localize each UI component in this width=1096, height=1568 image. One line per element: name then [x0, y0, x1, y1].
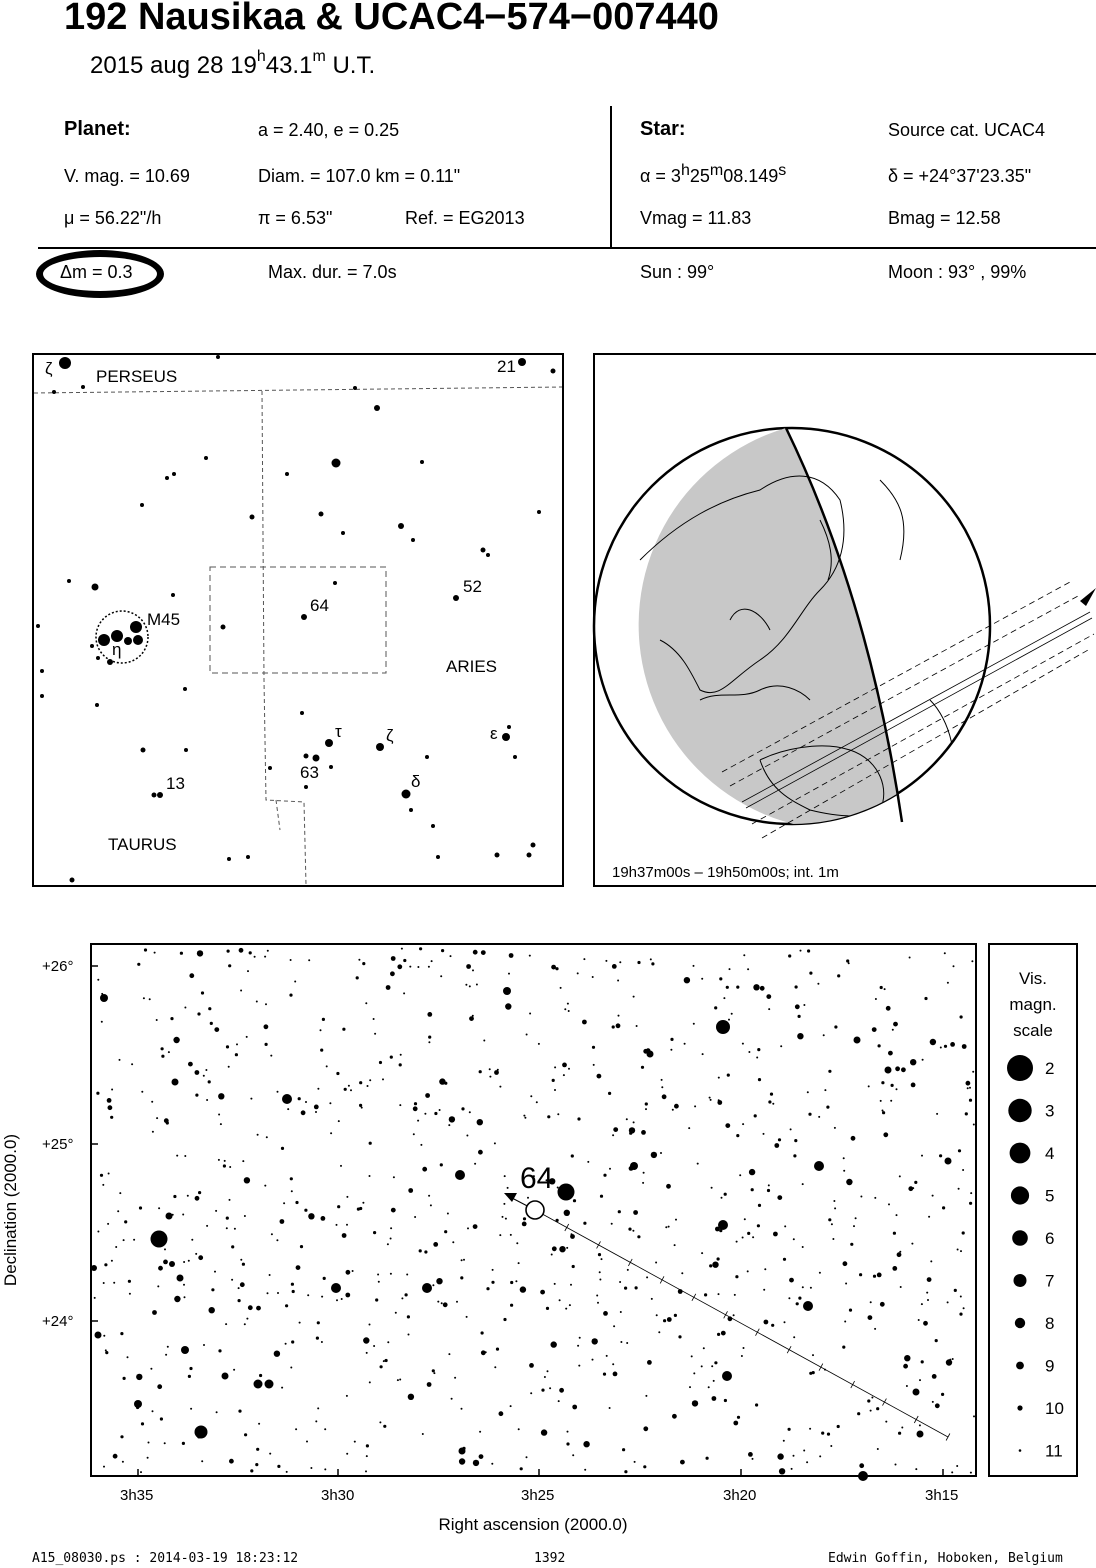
star-source-catalog: Source cat. UCAC4 — [888, 120, 1046, 140]
magnitude-scale-title: Vis. magn. scale — [1009, 969, 1057, 1040]
magnitude-scale-label: 10 — [1045, 1399, 1064, 1418]
finder-label-eta: η — [112, 640, 122, 659]
magnitude-scale-dot — [1014, 1274, 1027, 1287]
dec-tick-26: +26° — [42, 958, 74, 975]
ra-tick-3h20: 3h20 — [723, 1487, 757, 1504]
planet-motion: μ = 56.22"/h — [64, 208, 162, 228]
magnitude-scale-dot — [1019, 1449, 1022, 1452]
footer-number: 1392 — [534, 1551, 566, 1566]
planet-reference: Ref. = EG2013 — [405, 208, 525, 228]
magnitude-scale-label: 3 — [1045, 1101, 1055, 1121]
target-label: 64 — [520, 1162, 554, 1195]
finder-label-perseus: PERSEUS — [96, 367, 178, 386]
finder-label-tau: τ — [335, 722, 342, 741]
dec-tick-24: +24° — [42, 1313, 74, 1330]
finder-label-m45: M45 — [147, 610, 181, 629]
finder-label-52: 52 — [463, 577, 482, 596]
planet-orbit: a = 2.40, e = 0.25 — [258, 120, 400, 140]
footer-file: A15_08030.ps : 2014-03-19 18:23:12 — [32, 1551, 299, 1566]
finder-label-aries: ARIES — [446, 657, 498, 676]
magnitude-scale-dot — [1011, 1186, 1029, 1204]
planet-diameter: Diam. = 107.0 km = 0.11" — [258, 166, 461, 186]
finder-label-64: 64 — [310, 596, 329, 615]
finder-label-13: 13 — [166, 774, 185, 793]
magnitude-scale-dot — [1017, 1405, 1022, 1410]
magnitude-scale-dot — [1015, 1318, 1025, 1328]
ra-tick-3h35: 3h35 — [120, 1487, 154, 1504]
finder-label-63: 63 — [300, 763, 319, 782]
magnitude-scale-label: 5 — [1045, 1186, 1055, 1206]
finder-label-zeta-per: ζ — [45, 359, 53, 378]
star-vmag: Vmag = 11.83 — [640, 208, 752, 228]
ra-tick-3h15: 3h15 — [925, 1487, 959, 1504]
max-duration: Max. dur. = 7.0s — [268, 262, 397, 282]
magnitude-scale-dot — [1016, 1362, 1024, 1370]
magnitude-scale-label: 11 — [1045, 1441, 1063, 1461]
magnitude-scale-dot — [1012, 1230, 1028, 1246]
magnitude-scale-label: 9 — [1045, 1356, 1055, 1376]
planet-vmag: V. mag. = 10.69 — [64, 166, 190, 186]
finder-label-epsilon: ε — [490, 724, 498, 743]
moon-elongation: Moon : 93° , 99% — [888, 262, 1027, 282]
ra-axis-label: Right ascension (2000.0) — [438, 1515, 628, 1534]
magnitude-scale-label: 2 — [1045, 1059, 1055, 1078]
dec-axis-label: Declination (2000.0) — [1, 1133, 20, 1287]
planet-parallax: π = 6.53" — [258, 208, 333, 228]
finder-label-zeta-ari: ζ — [386, 726, 394, 745]
star-heading: Star: — [640, 118, 686, 140]
finder-label-delta: δ — [411, 772, 421, 791]
star-right-ascension: α = 3h25m08.149s — [640, 162, 787, 186]
dec-tick-25: +25° — [42, 1136, 74, 1153]
magnitude-scale-dot — [1007, 1055, 1033, 1081]
magnitude-scale-dot — [1008, 1099, 1031, 1122]
sun-elongation: Sun : 99° — [640, 262, 715, 282]
magnitude-scale-dot — [1010, 1143, 1031, 1164]
magnitude-drop: Δm = 0.3 — [60, 262, 133, 282]
finder-label-taurus: TAURUS — [108, 835, 177, 854]
magnitude-scale-label: 7 — [1045, 1271, 1055, 1291]
planet-heading: Planet: — [64, 118, 131, 140]
footer-author: Edwin Goffin, Hoboken, Belgium — [828, 1551, 1063, 1566]
ra-tick-3h30: 3h30 — [321, 1487, 355, 1504]
star-bmag: Bmag = 12.58 — [888, 208, 1001, 228]
finder-label-21: 21 — [497, 357, 516, 376]
globe-time-range: 19h37m00s – 19h50m00s; int. 1m — [612, 864, 839, 881]
magnitude-scale-label: 6 — [1045, 1229, 1055, 1248]
page-title: 192 Nausikaa & UCAC4−574−007440 — [64, 0, 719, 38]
star-declination: δ = +24°37'23.35" — [888, 166, 1032, 186]
magnitude-scale-label: 8 — [1045, 1314, 1055, 1333]
magnitude-scale-label: 4 — [1045, 1144, 1055, 1163]
event-time: 2015 aug 28 19$^h$43.1$^m$ U.T. — [90, 48, 376, 79]
ra-tick-3h25: 3h25 — [521, 1487, 555, 1504]
